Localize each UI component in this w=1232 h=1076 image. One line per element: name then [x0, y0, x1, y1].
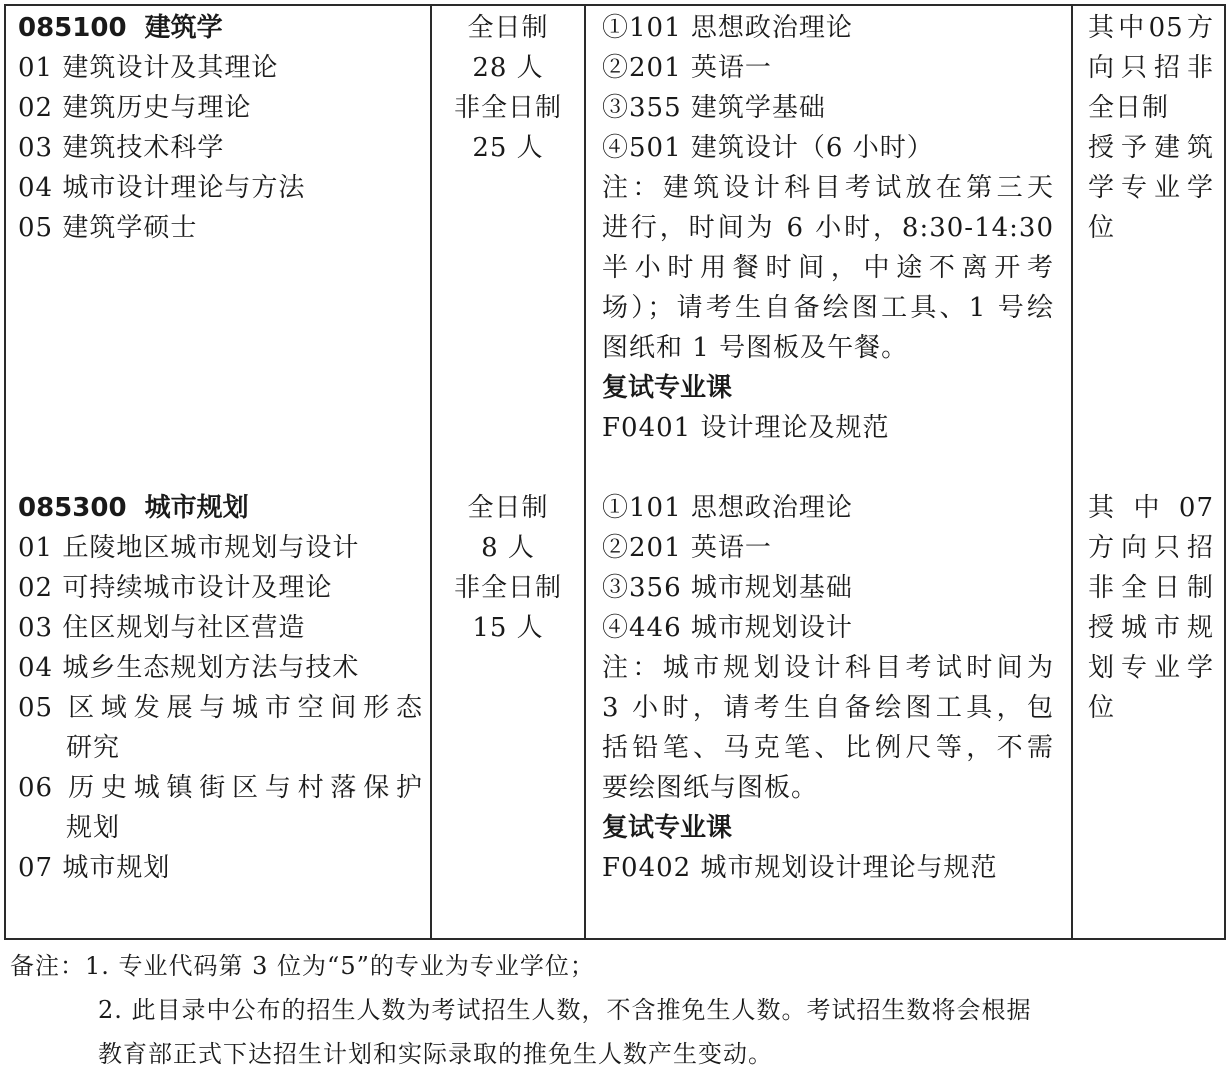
remark-line: 位: [1088, 693, 1116, 723]
exam-note-line: 要绘图纸与图板。: [602, 773, 819, 803]
remark-line: 学专业学: [1088, 173, 1214, 203]
remark-line: 授城市规: [1088, 613, 1214, 643]
remark-line: 方向只招: [1088, 533, 1214, 563]
retest-title: 复试专业课: [602, 813, 733, 843]
direction-item: 04 城乡生态规划方法与技术: [18, 653, 360, 683]
exam-subject: ③356 城市规划基础: [602, 573, 853, 603]
enrollment-line: 全日制: [467, 493, 549, 523]
remark-line: 全日制: [1088, 93, 1170, 123]
exam-note-line: 场）；请考生自备绘图工具、1 号绘: [602, 293, 1054, 323]
exam-subject: ②201 英语一: [602, 533, 772, 563]
program-2-directions: [18, 488, 423, 888]
exam-note-line: 半小时用餐时间，中途不离开考: [602, 253, 1054, 283]
retest-title: 复试专业课: [602, 373, 733, 403]
enrollment-line: 25 人: [472, 133, 544, 163]
enrollment-line: 15 人: [472, 613, 544, 643]
direction-item-continued: 规划: [66, 813, 121, 843]
retest-course: F0402 城市规划设计理论与规范: [602, 853, 998, 883]
footnote-line: 备注：1. 专业代码第 3 位为“5”的专业为专业学位；: [10, 952, 595, 980]
exam-subject: ①101 思想政治理论: [602, 493, 853, 523]
enrollment-line: 非全日制: [453, 93, 562, 123]
exam-note-line: 注：建筑设计科目考试放在第三天: [602, 173, 1054, 203]
direction-item: 03 建筑技术科学: [18, 133, 225, 163]
program-1-enrollment: [434, 8, 582, 168]
remark-line: 位: [1088, 213, 1116, 243]
exam-note-line: 注：城市规划设计科目考试时间为: [602, 653, 1054, 683]
enrollment-line: 全日制: [467, 13, 549, 43]
direction-item: 04 城市设计理论与方法: [18, 173, 306, 203]
exam-note-line: 进行，时间为 6 小时，8:30-14:30: [602, 213, 1054, 243]
footnotes: [10, 944, 1222, 1076]
enrollment-line: 非全日制: [453, 573, 562, 603]
direction-item: 01 丘陵地区城市规划与设计: [18, 533, 360, 563]
program-1-directions: [18, 8, 423, 248]
exam-subject: ①101 思想政治理论: [602, 13, 853, 43]
remark-line: 其 中 07: [1088, 493, 1214, 523]
program-2-heading: 085300 城市规划: [18, 493, 249, 523]
direction-item: 03 住区规划与社区营造: [18, 613, 306, 643]
direction-item: 02 可持续城市设计及理论: [18, 573, 333, 603]
direction-item-continued: 研究: [66, 733, 121, 763]
column-divider: [584, 4, 586, 940]
retest-course: F0401 设计理论及规范: [602, 413, 890, 443]
remark-line: 划专业学: [1088, 653, 1214, 683]
remark-line: 授予建筑: [1088, 133, 1214, 163]
direction-item: 01 建筑设计及其理论: [18, 53, 279, 83]
enrollment-line: 28 人: [472, 53, 544, 83]
column-divider: [430, 4, 432, 940]
footnote-line: 2. 此目录中公布的招生人数为考试招生人数，不含推免生人数。考试招生数将会根据: [98, 996, 1032, 1024]
program-1-heading: 085100 建筑学: [18, 13, 223, 43]
column-divider: [1071, 4, 1073, 940]
direction-item: 07 城市规划: [18, 853, 171, 883]
exam-subject: ④446 城市规划设计: [602, 613, 853, 643]
program-2-enrollment: [434, 488, 582, 648]
remark-line: 非全日制: [1088, 573, 1214, 603]
remark-line: 其中05方: [1088, 13, 1214, 43]
exam-subject: ④501 建筑设计（6 小时）: [602, 133, 934, 163]
direction-item: 05 建筑学硕士: [18, 213, 198, 243]
exam-subject: ②201 英语一: [602, 53, 772, 83]
remark-line: 向只招非: [1088, 53, 1214, 83]
direction-item: 06 历史城镇街区与村落保护: [18, 773, 423, 803]
exam-subject: ③355 建筑学基础: [602, 93, 826, 123]
program-1-exams: [602, 8, 1054, 448]
footnote-line: 教育部正式下达招生计划和实际录取的推免生人数产生变动。: [98, 1040, 773, 1068]
direction-item: 05 区域发展与城市空间形态: [18, 693, 423, 723]
exam-note-line: 括铅笔、马克笔、比例尺等，不需: [602, 733, 1054, 763]
program-2-remarks: [1088, 488, 1214, 728]
enrollment-line: 8 人: [481, 533, 535, 563]
direction-item: 02 建筑历史与理论: [18, 93, 252, 123]
exam-note-line: 3 小时，请考生自备绘图工具，包: [602, 693, 1054, 723]
exam-note-line: 图纸和 1 号图板及午餐。: [602, 333, 909, 363]
program-2-exams: [602, 488, 1054, 888]
program-1-remarks: [1088, 8, 1214, 248]
